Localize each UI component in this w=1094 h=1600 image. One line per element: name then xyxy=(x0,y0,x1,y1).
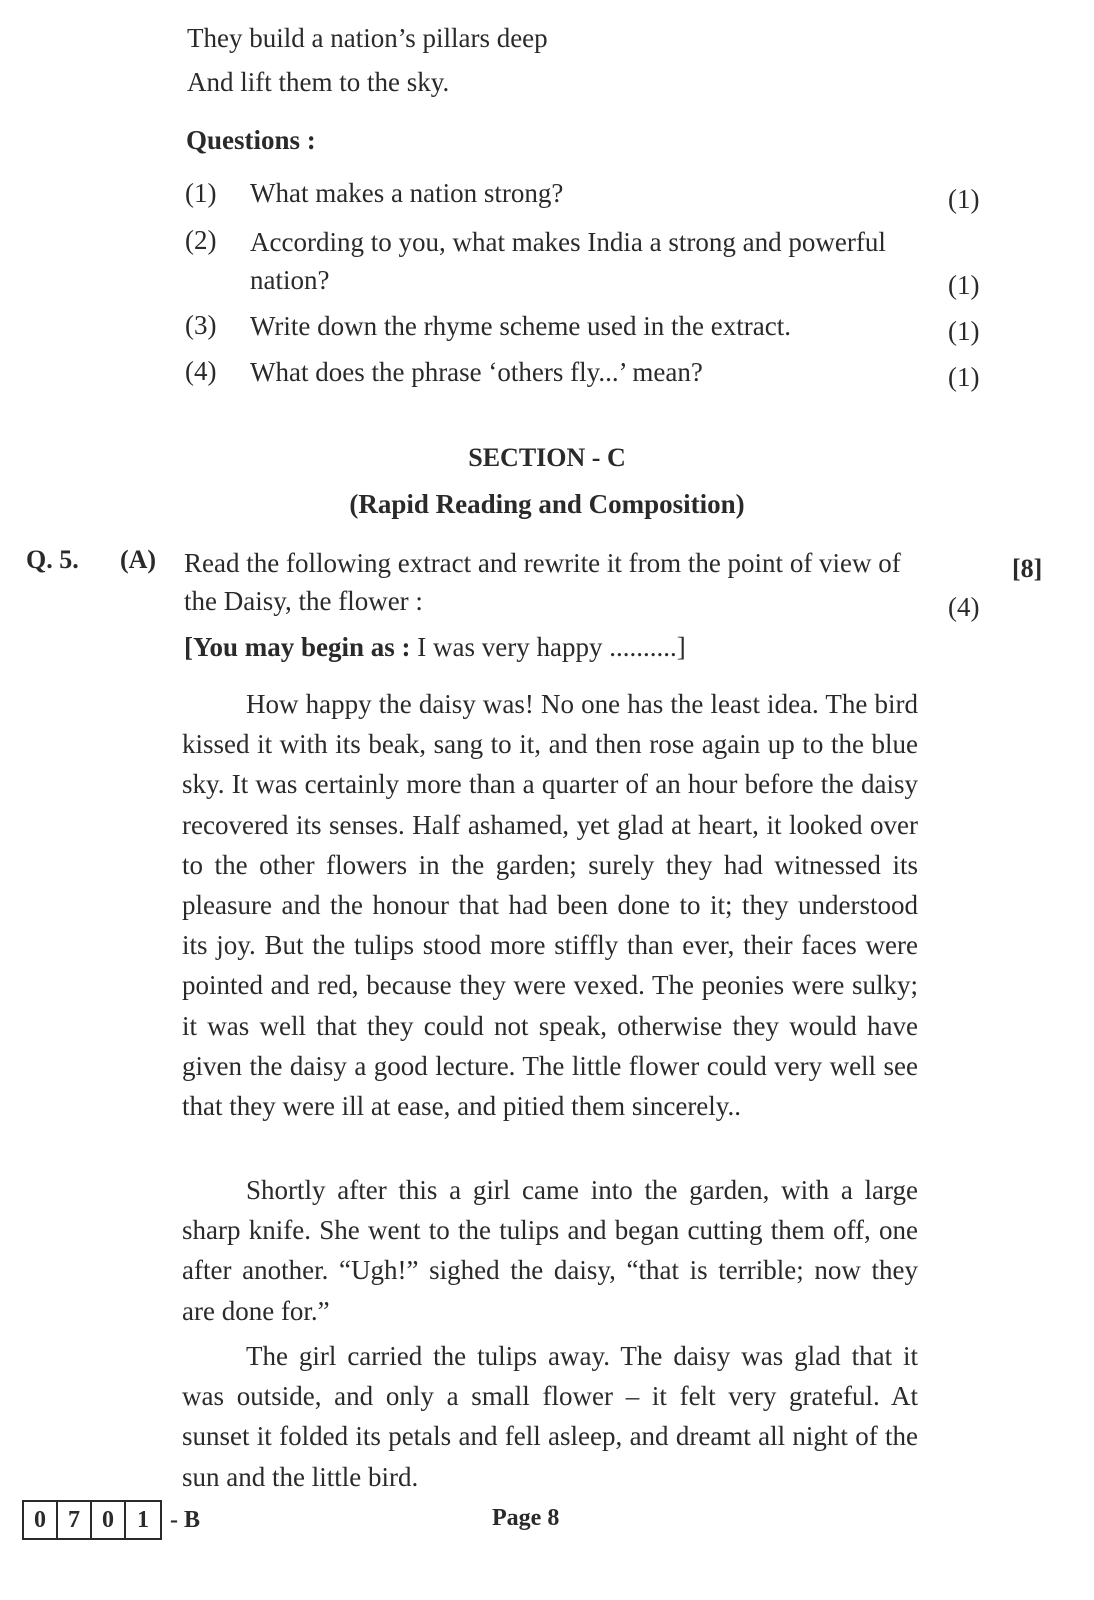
paper-code-digit: 0 xyxy=(24,1502,58,1538)
question-mark: (1) xyxy=(948,362,980,392)
extract-paragraph-3: The girl carried the tulips away. The daisy was glad that it was outside, and only a small flower – it felt very grateful. At sunset it folded its petals and fell asleep, and dreamt all night of the sun and the little bird. xyxy=(182,1341,918,1492)
poem-line-1: They build a nation’s pillars deep xyxy=(187,23,548,53)
page-number: Page 8 xyxy=(492,1505,560,1531)
section-subtitle: (Rapid Reading and Composition) xyxy=(349,489,745,519)
question-mark: (1) xyxy=(948,316,980,346)
begin-hint-bold: [You may begin as : xyxy=(184,632,411,662)
paper-code-digit: 7 xyxy=(58,1502,92,1538)
question-text: What does the phrase ‘others fly...’ mean? xyxy=(250,357,703,387)
extract-paragraph-1: How happy the daisy was! No one has the least idea. The bird kissed it with its beak, sang to it, and then rose again up to the blue sky. It was certainly more than a quarter of an hour before the daisy recovered its senses. Half ashamed, yet glad at heart, it looked over to the other flowers in the garden; surely they had witnessed its pleasure and the honour that had been done to it; they understood its joy. But the tulips stood more stiffly than ever, their faces were pointed and red, because they were vexed. The peonies were sulky; it was well that they could not speak, otherwise they would have given the daisy a good lecture. The little flower could very well see that they were ill at ease, and pitied them sincerely.. xyxy=(182,689,918,1122)
part-marks: (4) xyxy=(948,592,980,622)
total-marks: [8] xyxy=(1012,554,1043,583)
question-number: (1) xyxy=(185,178,217,208)
question-number: (4) xyxy=(185,356,217,386)
question-5-instruction: Read the following extract and rewrite it from the point of view of the Daisy, the flower : xyxy=(184,548,901,616)
question-mark: (1) xyxy=(948,270,980,300)
question-text: What makes a nation strong? xyxy=(250,178,564,208)
paper-code-digit: 1 xyxy=(137,1507,149,1533)
question-mark: (1) xyxy=(948,184,980,214)
paper-code-suffix: - B xyxy=(170,1506,200,1533)
question-5-number: Q. 5. xyxy=(26,545,79,574)
question-number: (2) xyxy=(185,225,217,255)
extract-paragraph-2: Shortly after this a girl came into the garden, with a large sharp knife. She went to the tulips and began cutting them off, one after another. “Ugh!” sighed the daisy, “that is terrible; now they are done for.” xyxy=(182,1175,918,1326)
question-text: According to you, what makes India a strong and powerful nation? xyxy=(250,227,886,295)
question-text: Write down the rhyme scheme used in the extract. xyxy=(250,311,791,341)
paper-code-boxes xyxy=(22,1500,162,1540)
section-title: SECTION - C xyxy=(468,443,626,472)
begin-hint xyxy=(184,632,686,663)
paper-code xyxy=(22,1500,200,1540)
begin-hint-text: I was very happy ..........] xyxy=(410,632,686,662)
question-5-part: (A) xyxy=(120,545,157,574)
poem-line-2: And lift them to the sky. xyxy=(187,67,450,97)
question-number: (3) xyxy=(185,310,217,340)
paper-code-digit: 0 xyxy=(92,1502,126,1538)
questions-heading: Questions : xyxy=(186,125,316,155)
